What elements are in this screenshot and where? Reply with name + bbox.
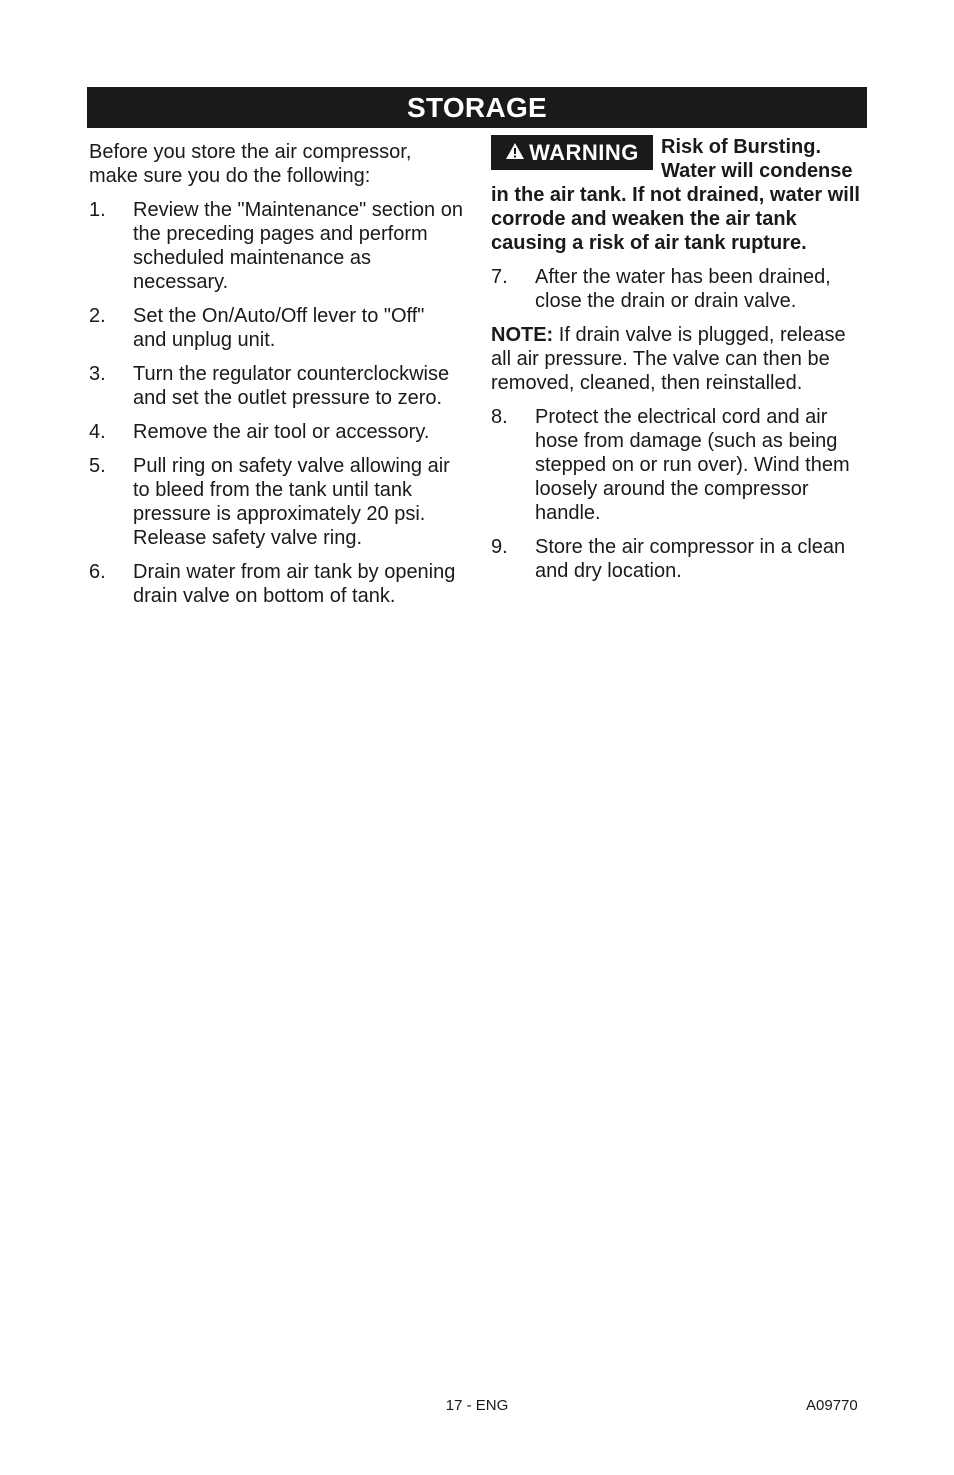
list-item xyxy=(89,420,463,444)
list-item xyxy=(491,405,869,525)
warning-text: Water will condense in the air tank. If not drained, water will corrode and weaken the air tank causing a risk of air tank rupture. xyxy=(491,160,860,254)
step-text: Turn the regulator counterclockwise and set the outlet pressure to zero. xyxy=(133,363,450,409)
step-text: Remove the air tool or accessory. xyxy=(133,421,430,443)
step-number: 9. xyxy=(491,536,508,558)
warning-badge-label: WARNING xyxy=(529,139,639,165)
step-text: After the water has been drained, close the drain or drain valve. xyxy=(535,266,831,312)
document-code: A09770 xyxy=(806,1397,858,1414)
steps-list-left xyxy=(89,198,463,608)
warning-block xyxy=(491,135,869,255)
step-text: Protect the electrical cord and air hose from damage (such as being stepped on or run over). Wind them loosely around the compressor handle. xyxy=(535,406,850,524)
step-number: 2. xyxy=(89,305,106,327)
section-title-bar xyxy=(87,87,867,128)
warning-badge xyxy=(491,135,653,170)
step-text: Drain water from air tank by opening drain valve on bottom of tank. xyxy=(133,561,456,607)
note-text: If drain valve is plugged, release all air pressure. The valve can then be removed, cleaned, then reinstalled. xyxy=(491,324,846,394)
step-text: Store the air compressor in a clean and dry location. xyxy=(535,536,846,582)
intro-paragraph: Before you store the air compressor, make sure you do the following: xyxy=(89,141,412,187)
steps-list-right-a xyxy=(491,265,869,313)
note-paragraph xyxy=(491,323,869,395)
step-number: 7. xyxy=(491,266,508,288)
step-number: 6. xyxy=(89,561,106,583)
left-column xyxy=(89,140,463,618)
step-number: 8. xyxy=(491,406,508,428)
step-text: Pull ring on safety valve allowing air to bleed from the tank until tank pressure is approximately 20 psi. Release safety valve ring. xyxy=(133,455,450,549)
note-label: NOTE: xyxy=(491,324,554,346)
list-item xyxy=(491,265,869,313)
page-title: STORAGE xyxy=(406,91,548,123)
list-item xyxy=(89,304,463,352)
list-item xyxy=(89,454,463,550)
warning-triangle-icon xyxy=(505,142,525,164)
list-item xyxy=(89,362,463,410)
step-number: 4. xyxy=(89,421,106,443)
step-text: Set the On/Auto/Off lever to "Off" and unplug unit. xyxy=(133,305,425,351)
list-item xyxy=(89,560,463,608)
right-column xyxy=(491,136,869,593)
step-text: Review the "Maintenance" section on the preceding pages and perform scheduled maintenance as necessary. xyxy=(133,199,463,293)
list-item xyxy=(491,535,869,583)
step-number: 1. xyxy=(89,199,106,221)
step-number: 5. xyxy=(89,455,106,477)
step-number: 3. xyxy=(89,363,106,385)
list-item xyxy=(89,198,463,294)
steps-list-right-b xyxy=(491,405,869,583)
warning-heading: Risk of Bursting. xyxy=(661,136,822,158)
page-number: 17 - ENG xyxy=(445,1397,509,1414)
